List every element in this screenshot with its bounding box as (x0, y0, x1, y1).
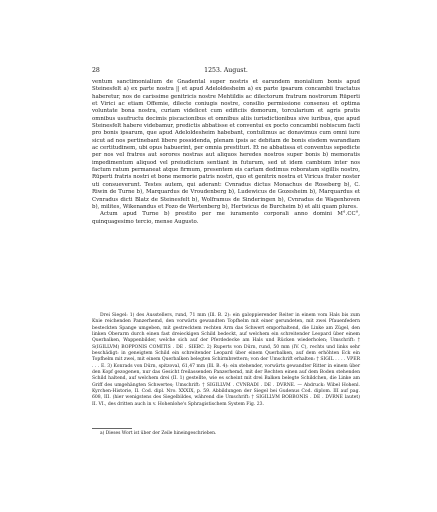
charter-paragraph: ventum sanctimonialium de Gnadental super nostris et earundem monialium bonis apud Steinesfelt a) ex parte nostra || et apud Adeloldesheim a) ex parte ipsarum concambii tractatus haberetur, nos de carissime genitricis nostre Mehtildis ac dilectorum fratrum nostrorum Rūperti et Virici ac etiam Offemie, dilecte coniugis nostre, consilio permissione consensu et optima voluntate bona nostra, curiam videlicet cum edificiis domorum, torcularium et agris pratis omnibus usufructu decimis piscacionibus et omnibus aliis iurisdictionibus sive iuribus, que apud Steinesfelt habere videbamur, predictis abbatisse et conventui ex pocto concambii nobiscum facti pro bonis ipsarum, que apud Adeloldesheim habebant, contulimus ac donavimus cum omni iure sicut ad nos pertinebant libere possidenda, plenam ipsis ac debitam de bonis eisdem warandiam ac certitudinem, ubi opus habuerint, per omnia prestituri. Et ne abbatissa et conventus sepedicte per nos vel fratres aut sorores nostras aut aliquos heredes nostros super bonis b) memoratis impedimentum aliquod vel preiudicium sentiant in futurum, sed ut idem cambium inter nos factum ratum permaneat atque firmum, presentem eis cartam dedimus roboratam sigillis nostro, Rūperti fratris nostri et bone memorie patris nostri, quo et genitrix nostra et Viricus frater noster uti consueverunt. Testes autem, qui aderant: Cvnradus dictus Monachus de Roseberg b), C. Riwin de Turne b), Marquardus de Vroudenberg b), Ludewicus de Gozesheim b), Marquardus et Cvnradus dicti Blatz de Steinesfelt b), Wolframus de Sinderingen b), Cvnradus de Wagenhoven b), milites, Wikenandus et Fozo de Wertenberg b), Hertwicus de Burcheim b) et alii quam plures. (92, 79, 360, 210)
seal-description: Drei Siegel: 1) des Ausstellers, rund, 71 mm (Ill. B. 2): ein galoppierender Reiter in einem vom Hals bis zum Knie reichenden Panzerhemd, den vorwärts gewandten Topfhelm mit einer gerundeten, mit zwei Pfauenfedern besteckten Spange umgeben, mit gestrecktem rechten Arm das Schwert emporhaltend, die Linke am Zügel, den linken Oberarm durch einen fast dreieckigen Schild bedeckt, auf welchem ein schreitender Leopard über einem Querbalken, Wappenbilder, welche sich auf der Pferdedecke am Hals und Rücken wiederholen; Umschrift: † S(IGILLVM) BOPPONIS COMITIS . DE . SIEBC. 2) Ruperts von Dürn, rund, 50 mm (IV. C), rechts und links sehr beschädigt: in geneigtem Schild ein schreitender Leopard über einem Querbalken, auf dem erhöhten Eck ein Topfhelm mit zwei, mit einem Querbalken belegten Schirmbrettern; von der Umschrift erhalten: † SIGIL . . . . VPER . . . E. 3) Konrads von Dürn, spitzoval, 61,47 mm (Ill. B. 4): ein stehender, vorwärts gewandter Ritter in einem über den Kopf gezogenen, nur das Gesicht freilassenden Panzerhemd, mit der Rechten einen auf dem Boden stehenden Schild haltend, auf welchem drei (II. 1) gestellte, wie es scheint mit drei Balken belegte Schildchen, die Linke am Griff des umgehängten Schwertes; Umschrift: † SIGILLVM . CVNRADI . DE . DVRNE. — Abdruck: Wibel Hohenl. Kyrchen-Historie, II. Cod. dipl. Nro. XXXIX, p. 59. Abbildungen der Siegel bei Gudenus Cod. diplom. III auf pag. 608, III. (hier wenigstens des Siegelbildes, während die Umschrift: † SIGILLVM BOBBONIS . DE . DVRNE lautet) II. VI., des dritten auch in v. Hohenlohe's Sphragistischem System Fig. 23. (92, 313, 360, 407)
charter-text (92, 79, 360, 226)
page-number: 28 (92, 67, 100, 74)
seal-commentary (92, 313, 360, 408)
running-title: 1253. August. (204, 67, 248, 74)
footnote-divider (92, 428, 132, 429)
running-head (92, 66, 360, 76)
charter-dating-clause: Actum apud Turne b) prestito per me iuramento corporali anno domini M°.CC°, quinquagesimo tercio, mense Augusto. (92, 211, 360, 225)
footnote: a) Dieses Wort ist über der Zeile hineingeschrieben. (100, 431, 217, 436)
